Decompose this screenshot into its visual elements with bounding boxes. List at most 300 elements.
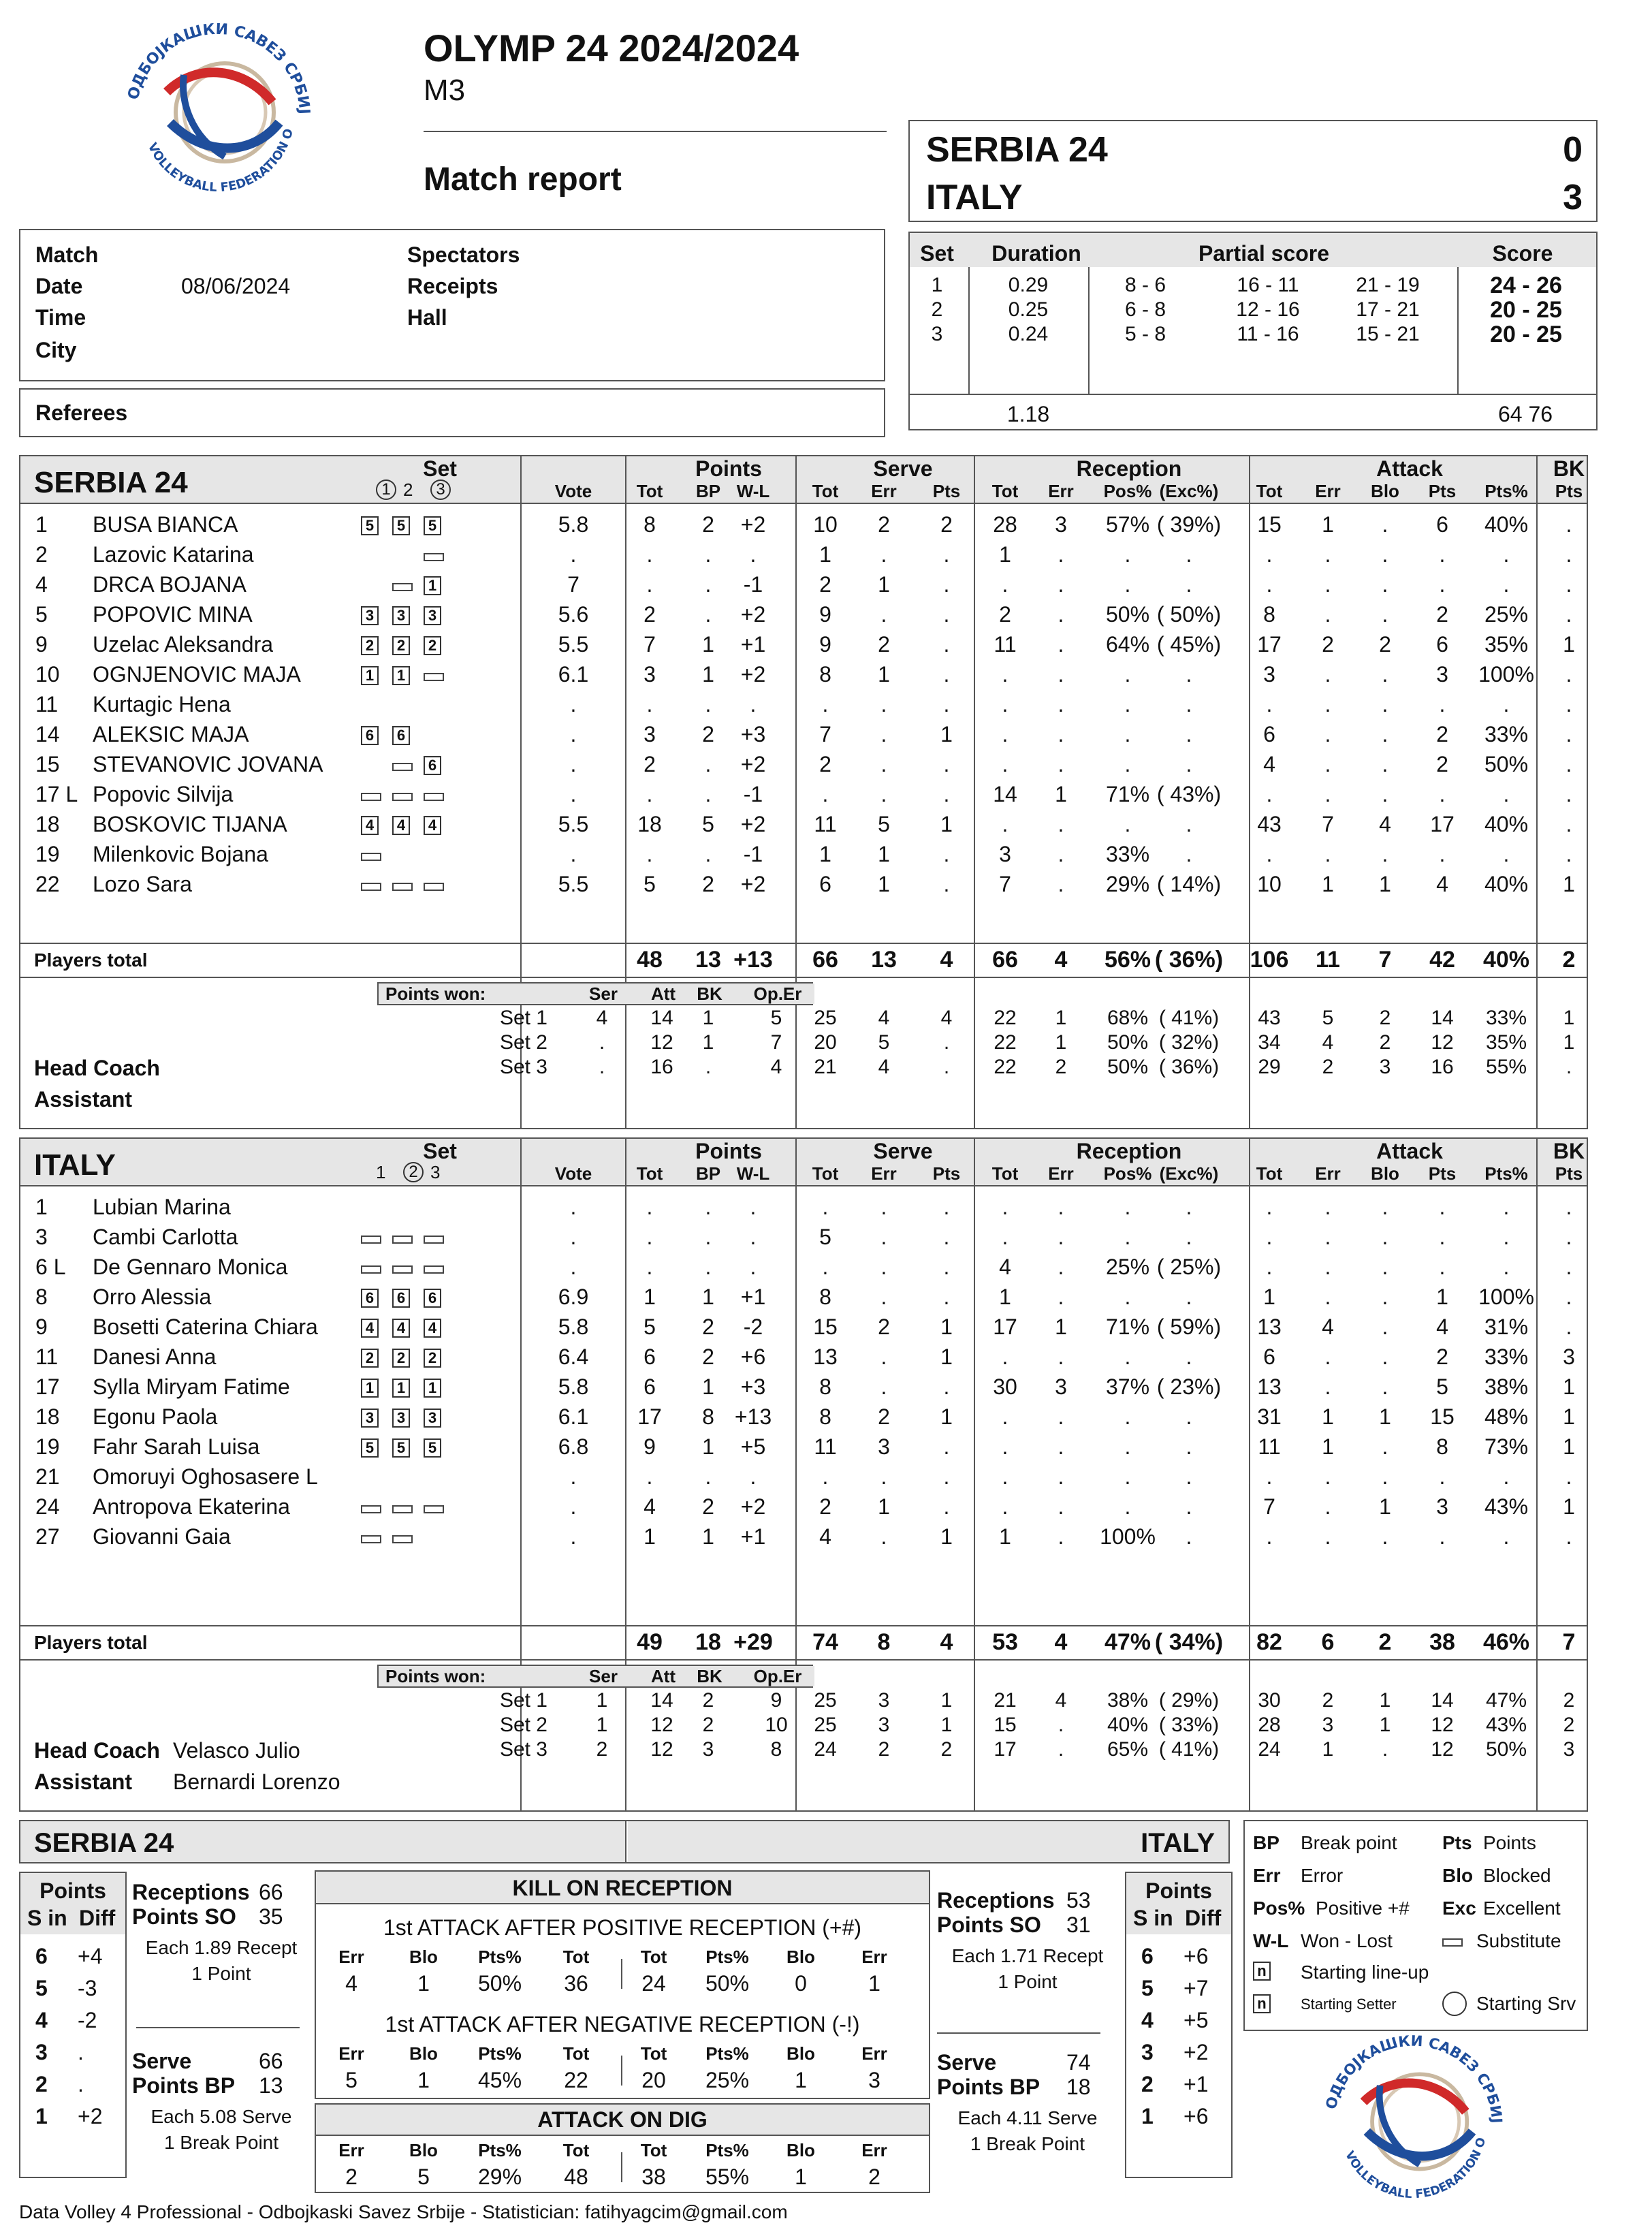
set-partial-8: 8 - 6 (1124, 274, 1166, 296)
summary-away-name: ITALY (1141, 1828, 1215, 1858)
stat-vote: 6.1 (558, 662, 589, 687)
stat-s_err: . (880, 1524, 887, 1549)
stat-r_pos: . (1124, 572, 1131, 597)
set-r_tot: 22 (994, 1007, 1017, 1029)
set-partial-8: 6 - 8 (1124, 298, 1166, 321)
legend-err-text: Error (1301, 1865, 1344, 1886)
subhead-bk: Pts (1555, 481, 1583, 501)
kill-value-h_blo: 5 (417, 2165, 430, 2189)
stat-vote: . (570, 1494, 577, 1519)
total-s_tot: 74 (812, 1629, 838, 1655)
player-name: STEVANOVIC JOVANA (93, 752, 323, 776)
set-breakdown-row (20, 1031, 1587, 1056)
stat-a_blo: . (1382, 1225, 1388, 1249)
kill-value-h_ptsp: 45% (477, 2068, 522, 2092)
kill-value-a_ptsp: 50% (705, 1971, 750, 1996)
set-oper: 9 (770, 1689, 782, 1712)
kill-head-ptsp: Pts% (705, 2043, 749, 2064)
stat-s_tot: 5 (819, 1225, 831, 1249)
legend-setter-text: Starting Setter (1301, 1996, 1397, 2013)
substitute-marker (392, 793, 413, 801)
stat-bk: 1 (1563, 1404, 1575, 1429)
sets-table (908, 232, 1598, 430)
set-a_ptsp: 35% (1485, 1031, 1527, 1054)
set-a_blo: 1 (1379, 1714, 1391, 1736)
stat-r_tot: . (1002, 1494, 1008, 1519)
set-score: 24 - 26 (1490, 272, 1562, 298)
set-att: 16 (650, 1056, 673, 1078)
rotation-row (20, 2008, 125, 2038)
col-attack: Attack (1376, 1139, 1443, 1163)
stat-a_tot: . (1266, 692, 1273, 717)
subhead-bp: BP (695, 481, 721, 501)
stat-s_pts: . (943, 632, 950, 657)
stat-s_err: . (880, 692, 887, 717)
stat-s_err: 3 (878, 1434, 890, 1459)
stat-tot: 18 (637, 812, 662, 836)
set-r_err: 2 (1055, 1056, 1067, 1078)
set-r_pos: 38% (1107, 1689, 1149, 1712)
set-breakdown-row (20, 1007, 1587, 1031)
stat-s_err: 2 (878, 632, 890, 657)
home-bp-value: 13 (259, 2073, 283, 2098)
stat-s_tot: 11 (814, 1434, 837, 1459)
away-receptions-label: Receptions (937, 1888, 1055, 1913)
stat-s_pts: . (943, 1285, 950, 1309)
stat-r_tot: . (1002, 572, 1008, 597)
stat-a_pts: 3 (1436, 662, 1448, 687)
legend-pos-text: Positive +# (1316, 1898, 1410, 1919)
stat-r_pos: 33% (1105, 842, 1150, 866)
substitute-marker (424, 883, 444, 891)
starting-position-box: 3 (392, 1409, 410, 1428)
player-number: 18 (35, 1404, 60, 1429)
legend-starting-srv-icon (1442, 1992, 1467, 2016)
stat-bk: 1 (1563, 1434, 1575, 1459)
subhead-a_err: Err (1315, 481, 1341, 501)
stat-s_pts: . (943, 542, 950, 567)
kill-head-err: Err (861, 2140, 887, 2160)
set-duration: 0.29 (1008, 274, 1049, 296)
set-ser: 4 (596, 1007, 608, 1029)
stat-r_err: . (1058, 662, 1064, 687)
stat-wl: +3 (740, 1374, 766, 1399)
stat-a_tot: . (1266, 542, 1273, 567)
legend-blo: Blo (1442, 1865, 1474, 1886)
stat-a_err: 2 (1322, 632, 1334, 657)
subhead-a_tot: Tot (1256, 481, 1283, 501)
stat-bp: . (705, 1255, 712, 1279)
stat-r_pos: 50% (1105, 602, 1150, 627)
player-number: 5 (35, 602, 48, 627)
stat-a_tot: 6 (1263, 1344, 1275, 1369)
total-s_pts: 4 (940, 1629, 953, 1655)
kill-head-blo: Blo (409, 1947, 438, 1967)
head-coach-name: Velasco Julio (173, 1738, 300, 1763)
away-serve-value: 74 (1066, 2050, 1091, 2075)
stat-wl: +2 (740, 512, 766, 537)
stat-a_tot: . (1266, 782, 1273, 806)
col-reception: Reception (1076, 1139, 1182, 1163)
stat-a_ptsp: 48% (1484, 1404, 1529, 1429)
subhead-r_pos: Pos% (1103, 1163, 1152, 1184)
col-set: Set (423, 456, 457, 481)
set-r_tot: 15 (994, 1714, 1017, 1736)
set-a_err: 5 (1322, 1007, 1334, 1029)
sets-h-duration: Duration (991, 241, 1081, 266)
subhead-a_blo: Blo (1371, 1163, 1399, 1184)
kill-value-a_blo: 1 (795, 2165, 807, 2189)
set-ser: 1 (596, 1689, 608, 1712)
stat-wl: +1 (740, 1524, 766, 1549)
stat-s_pts: . (943, 1374, 950, 1399)
stat-a_err: . (1324, 1524, 1331, 1549)
stat-r_exc: ( 45%) (1156, 632, 1222, 657)
stat-s_err: . (880, 1195, 887, 1219)
stat-r_tot: 2 (999, 602, 1011, 627)
subhead-r_exc: (Exc%) (1159, 481, 1219, 501)
substitute-marker (361, 793, 381, 801)
set-bk-pts: 1 (1563, 1007, 1575, 1029)
total-a_blo: 2 (1378, 1629, 1392, 1655)
kill-head-blo: Blo (787, 2140, 815, 2160)
stat-r_err: . (1058, 1344, 1064, 1369)
starting-position-box: 5 (392, 1438, 410, 1458)
stat-bp: . (705, 542, 712, 567)
stat-wl: +13 (734, 1404, 772, 1429)
result-away-name: ITALY (926, 178, 1023, 217)
stat-r_err: 1 (1055, 1315, 1067, 1339)
subhead-bk: Pts (1555, 1163, 1583, 1184)
stat-a_err: . (1324, 1464, 1331, 1489)
pos-title: 1st ATTACK AFTER POSITIVE RECEPTION (+#) (383, 1915, 862, 1940)
total-tot: 49 (637, 1629, 663, 1655)
kill-head-tot: Tot (640, 1947, 667, 1967)
stat-vote: . (570, 1225, 577, 1249)
legend-start-text: Starting line-up (1301, 1962, 1429, 1983)
summary-title-bar (19, 1820, 1230, 1863)
stat-r_tot: 4 (999, 1255, 1011, 1279)
stat-bk: . (1566, 1464, 1572, 1489)
set-partial-8: 5 - 8 (1124, 323, 1166, 345)
stat-r_exc: . (1186, 1464, 1192, 1489)
rotation-diff-value: +6 (1184, 2104, 1209, 2128)
legend-srv-text: Starting Srv (1476, 1993, 1576, 2014)
stat-s_tot: . (822, 1464, 829, 1489)
stat-r_pos: . (1124, 1344, 1131, 1369)
stat-a_blo: . (1382, 1524, 1388, 1549)
set-a_pts: 12 (1431, 1738, 1454, 1761)
total-a_pts: 38 (1429, 1629, 1455, 1655)
kill-value-a_ptsp: 55% (705, 2165, 750, 2189)
stat-wl: +2 (740, 752, 766, 776)
match-info-box (19, 229, 885, 381)
substitute-marker (392, 1265, 413, 1274)
kill-head-err: Err (861, 1947, 887, 1967)
set-s_tot: 21 (814, 1056, 837, 1078)
set-bk-pts: 3 (1563, 1738, 1575, 1761)
stat-wl: +5 (740, 1434, 766, 1459)
away-bp-value: 18 (1066, 2075, 1091, 2099)
stat-a_err: 4 (1322, 1315, 1334, 1339)
stat-a_ptsp: 31% (1484, 1315, 1529, 1339)
home-receptions-value: 66 (259, 1880, 283, 1904)
head-coach-label: Head Coach (34, 1738, 160, 1763)
stat-bk: . (1566, 662, 1572, 687)
stat-a_tot: . (1266, 572, 1273, 597)
stat-vote: . (570, 782, 577, 806)
rotation-row (1126, 1944, 1231, 1974)
stat-wl: -1 (743, 782, 763, 806)
player-number: 3 (35, 1225, 48, 1249)
points-won-oper: Op.Er (753, 1666, 802, 1686)
starting-position-box: 3 (424, 606, 441, 625)
stat-a_pts: 3 (1436, 1494, 1448, 1519)
stat-a_pts: . (1439, 842, 1446, 866)
stat-a_err: 1 (1322, 1434, 1334, 1459)
total-tot: 48 (637, 947, 663, 973)
stat-a_ptsp: 43% (1484, 1494, 1529, 1519)
legend-wl-text: Won - Lost (1301, 1930, 1393, 1951)
attack-on-dig-box (315, 2103, 930, 2193)
subhead-a_blo: Blo (1371, 481, 1399, 501)
stat-r_err: . (1058, 1285, 1064, 1309)
rotation-row (1126, 2008, 1231, 2038)
substitute-marker (392, 1505, 413, 1513)
total-bk: 2 (1562, 947, 1576, 973)
player-row (20, 1464, 1587, 1494)
substitute-marker (361, 883, 381, 891)
points-won-label: Points won: (385, 1666, 486, 1686)
set-col-1: 1 (376, 1162, 386, 1182)
player-number: 9 (35, 1315, 48, 1339)
result-away-sets: 3 (1563, 178, 1583, 217)
stat-a_ptsp: . (1503, 1524, 1510, 1549)
starting-position-box: 4 (361, 1319, 379, 1338)
stat-s_err: . (880, 1255, 887, 1279)
stat-tot: 3 (644, 722, 656, 746)
stat-a_pts: 2 (1436, 722, 1448, 746)
stat-a_blo: 1 (1379, 1494, 1391, 1519)
player-number: 27 (35, 1524, 60, 1549)
stat-wl: +6 (740, 1344, 766, 1369)
rotation-s: 3 (35, 2040, 48, 2064)
stat-s_tot: 13 (813, 1344, 838, 1369)
stat-a_ptsp: . (1503, 572, 1510, 597)
report-title: Match report (424, 161, 622, 198)
player-name: DRCA BOJANA (93, 572, 247, 597)
stat-s_err: . (880, 1225, 887, 1249)
stat-a_pts: 1 (1436, 1285, 1448, 1309)
kill-head-err: Err (338, 2140, 364, 2160)
rotation-s: 4 (35, 2008, 48, 2032)
set-a_err: 1 (1322, 1738, 1334, 1761)
kill-head-ptsp: Pts% (478, 2043, 522, 2064)
kill-head-err: Err (338, 2043, 364, 2064)
stat-a_tot: 7 (1263, 1494, 1275, 1519)
substitute-marker (392, 883, 413, 891)
player-name: Giovanni Gaia (93, 1524, 231, 1549)
subhead-r_tot: Tot (991, 481, 1019, 501)
set-att: 14 (650, 1689, 673, 1712)
stat-wl: . (750, 1195, 757, 1219)
date-value: 08/06/2024 (181, 274, 291, 298)
stat-bp: . (705, 1464, 712, 1489)
stat-a_tot: 43 (1257, 812, 1282, 836)
legend-exc-text: Excellent (1483, 1898, 1561, 1919)
total-r_exc: ( 34%) (1154, 1629, 1224, 1655)
starting-position-box: 2 (361, 1349, 379, 1368)
stat-s_pts: . (943, 1195, 950, 1219)
stat-bp: 1 (702, 662, 714, 687)
home-rotation-box (19, 1872, 127, 2178)
stat-s_pts: 1 (940, 1524, 953, 1549)
starting-position-box: 6 (392, 1289, 410, 1308)
set-a_tot: 34 (1258, 1031, 1281, 1054)
stat-vote: 6.1 (558, 1404, 589, 1429)
stat-r_tot: 11 (994, 632, 1017, 657)
stat-bp: 1 (702, 1434, 714, 1459)
stat-r_exc: . (1186, 1195, 1192, 1219)
serbia-stats-table (19, 455, 1588, 1129)
starting-position-box: 2 (392, 636, 410, 655)
city-label: City (35, 338, 77, 362)
legend-bp-text: Break point (1301, 1832, 1397, 1853)
starting-position-box: 1 (392, 666, 410, 685)
stat-s_err: . (880, 752, 887, 776)
set-s_tot: 24 (814, 1738, 837, 1761)
stat-wl: -1 (743, 572, 763, 597)
stat-wl: . (750, 1464, 757, 1489)
set-r_exc: ( 33%) (1158, 1714, 1220, 1736)
stat-a_pts: . (1439, 1524, 1446, 1549)
stat-tot: . (646, 692, 653, 717)
starting-position-box: 5 (361, 516, 379, 535)
stat-bk: . (1566, 1195, 1572, 1219)
stat-s_err: 1 (878, 872, 890, 896)
starting-position-box: 1 (424, 576, 441, 595)
substitute-marker (361, 1265, 381, 1274)
stat-s_tot: . (822, 1255, 829, 1279)
stat-r_pos: . (1124, 722, 1131, 746)
stat-a_pts: 6 (1436, 632, 1448, 657)
starting-position-box: 4 (392, 816, 410, 835)
set-score: 20 - 25 (1490, 321, 1562, 347)
set-a_tot: 28 (1258, 1714, 1281, 1736)
stat-r_err: . (1058, 572, 1064, 597)
player-row (20, 1225, 1587, 1255)
set-r_err: 1 (1055, 1007, 1067, 1029)
stat-a_blo: . (1382, 602, 1388, 627)
stat-vote: . (570, 1464, 577, 1489)
rotation-s: 2 (35, 2072, 48, 2096)
stat-s_err: . (880, 722, 887, 746)
rotation-diff-value: +7 (1184, 1976, 1209, 2000)
kill-value-h_err: 4 (345, 1971, 358, 1996)
stat-vote: 5.8 (558, 1374, 589, 1399)
legend-pos: Pos% (1253, 1898, 1305, 1919)
stat-s_tot: 9 (819, 632, 831, 657)
stat-tot: . (646, 542, 653, 567)
player-name: Omoruyi Oghosasere L (93, 1464, 318, 1489)
competition-title: OLYMP 24 2024/2024 (424, 27, 799, 69)
stat-vote: . (570, 842, 577, 866)
stat-bp: 2 (702, 722, 714, 746)
stat-r_exc: . (1186, 1285, 1192, 1309)
col-bk: BK (1553, 1139, 1585, 1163)
dig-title: ATTACK ON DIG (537, 2107, 708, 2132)
set-col-1: 1 (376, 479, 396, 500)
col-set: Set (423, 1139, 457, 1163)
stat-a_ptsp: . (1503, 1255, 1510, 1279)
stat-r_tot: . (1002, 1344, 1008, 1369)
set-r_exc: ( 36%) (1158, 1056, 1220, 1078)
set-a_ptsp: 33% (1485, 1007, 1527, 1029)
set-ser: . (599, 1031, 605, 1054)
player-row (20, 1434, 1587, 1464)
stat-vote: 5.8 (558, 1315, 589, 1339)
starting-position-box: 6 (361, 726, 379, 745)
stat-a_pts: 4 (1436, 872, 1448, 896)
stat-r_err: . (1058, 842, 1064, 866)
set-bk: 2 (702, 1714, 714, 1736)
total-wl: +13 (733, 947, 773, 973)
stat-a_pts: 17 (1430, 812, 1455, 836)
rotation-diff: Diff (1185, 1906, 1222, 1930)
player-number: 14 (35, 722, 60, 746)
stat-tot: 2 (644, 752, 656, 776)
points-won-ser: Ser (589, 1666, 618, 1686)
stat-s_pts: . (943, 662, 950, 687)
subhead-r_pos: Pos% (1103, 481, 1152, 501)
stat-a_blo: . (1382, 1434, 1388, 1459)
home-one-point: 1 Point (191, 1963, 251, 1984)
stat-r_tot: 7 (999, 872, 1011, 896)
set-partial-21: 17 - 21 (1356, 298, 1420, 321)
set-r_err: 4 (1055, 1689, 1067, 1712)
stat-wl: +2 (740, 872, 766, 896)
stat-a_tot: . (1266, 1524, 1273, 1549)
stat-r_pos: . (1124, 692, 1131, 717)
stat-bk: 1 (1563, 632, 1575, 657)
home-each-recept: Each 1.89 Recept (145, 1937, 298, 1958)
subhead-r_tot: Tot (991, 1163, 1019, 1184)
set-col-3: 3 (430, 1162, 441, 1182)
set-r_exc: ( 41%) (1158, 1007, 1220, 1029)
result-home-name: SERBIA 24 (926, 130, 1108, 170)
stat-s_pts: . (943, 842, 950, 866)
stat-a_blo: . (1382, 752, 1388, 776)
stat-a_err: . (1324, 752, 1331, 776)
set-bk: 3 (702, 1738, 714, 1761)
set-a_err: 4 (1322, 1031, 1334, 1054)
player-name: Kurtagic Hena (93, 692, 231, 717)
stat-tot: 6 (644, 1344, 656, 1369)
subhead-r_exc: (Exc%) (1159, 1163, 1219, 1184)
set-a_pts: 16 (1431, 1056, 1454, 1078)
player-name: Fahr Sarah Luisa (93, 1434, 260, 1459)
starting-position-box: 3 (424, 1409, 441, 1428)
stat-a_err: . (1324, 1285, 1331, 1309)
legend-blo-text: Blocked (1483, 1865, 1551, 1886)
stat-bp: 1 (702, 1285, 714, 1309)
starting-position-box: 2 (392, 1349, 410, 1368)
kill-head-ptsp: Pts% (478, 1947, 522, 1967)
stat-r_pos: 25% (1105, 1255, 1150, 1279)
player-row (20, 872, 1587, 902)
stat-bp: . (705, 752, 712, 776)
stat-a_ptsp: 25% (1484, 602, 1529, 627)
